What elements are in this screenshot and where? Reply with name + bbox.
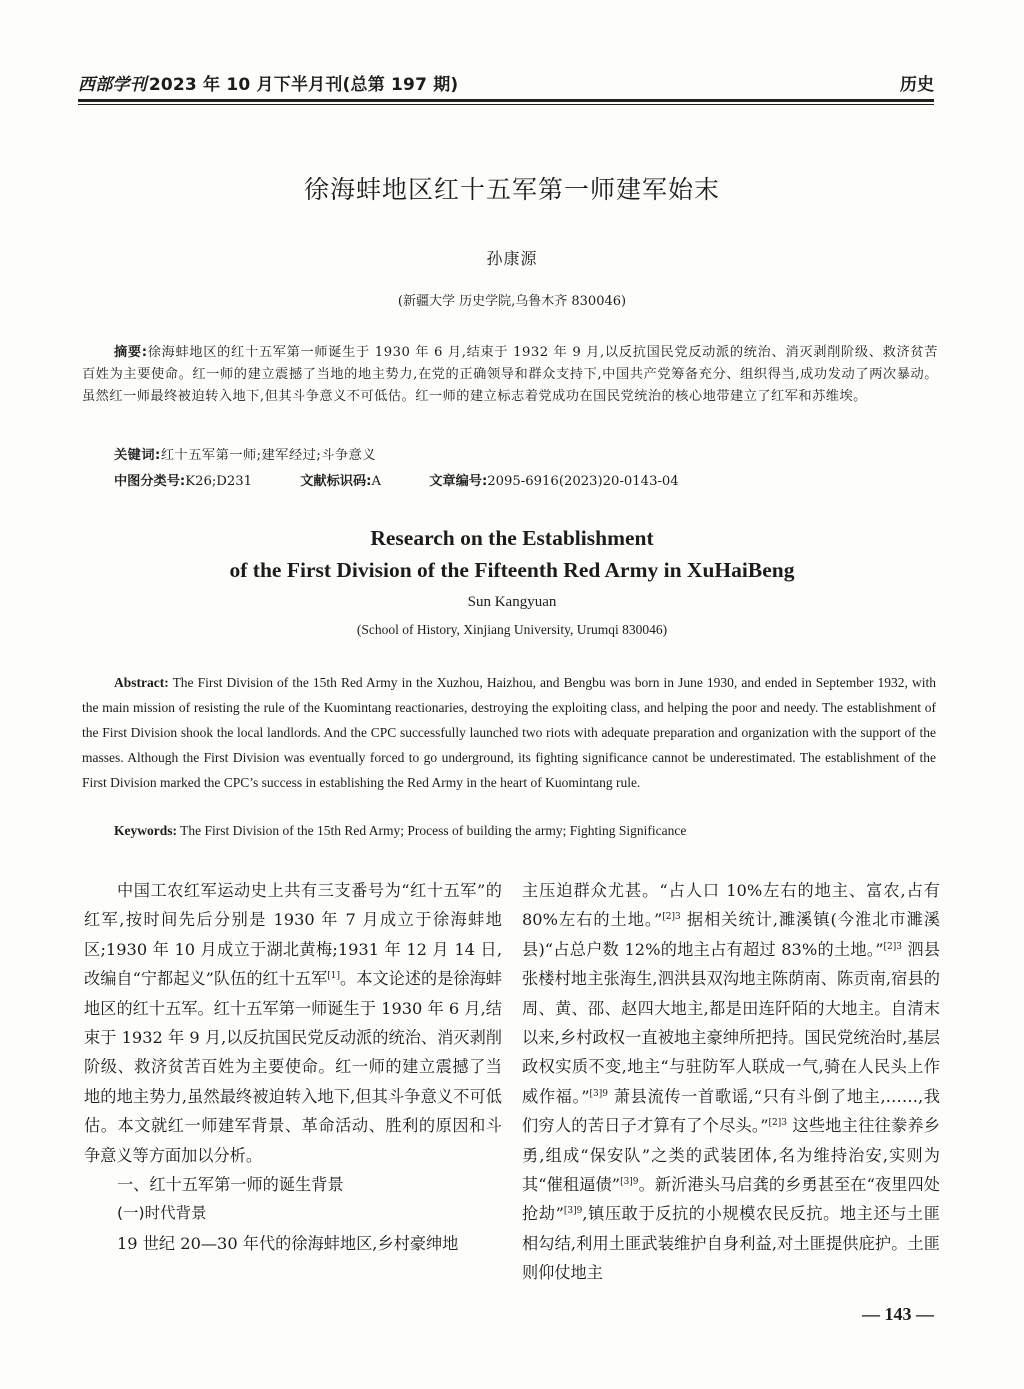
abstract-zh (82, 342, 938, 409)
abstract-zh-text: 徐海蚌地区的红十五军第一师诞生于 1930 年 6 月,结束于 1932 年 9 月,以反抗国民党反动派的统治、消灭剥削阶级、救济贫苦百姓为主要使命。红一师的建立震撼了当地的地主势力,在党的正确领导和群众支持下,中国共产党筹备充分、组织得当,成功发动了两次暴动。虽然红一师最终被迫转入地下,但其斗争意义不可低估。红一师的建立标志着党成功在国民党统治的核心地带建立了红军和苏维埃。 (82, 345, 938, 405)
text-run: 据相关统计,濉溪镇(今淮北市濉溪县)“占总户数 12%的地主占有超过 83%的土地。” (522, 910, 940, 959)
citation-ref: [2]3 (768, 1118, 788, 1129)
abstract-en-label: Abstract: (114, 675, 169, 690)
text-run: 主压迫群众尤甚。“占人口 10%左右的地主、富农,占有 80%左右的土地。” (522, 881, 940, 930)
text-run: 泗县张楼村地主张海生,泗洪县双沟地主陈荫南、陈贡南,宿县的周、黄、邵、赵四大地主,都是田连阡陌的大地主。自清末以来,乡村政权一直被地主豪绅所把持。国民党统治时,基层政权实质不变,地主“与驻防军人联成一气,骑在人民头上作威作福。” (522, 939, 940, 1106)
citation-ref: [1] (327, 971, 341, 982)
page-number: — 143 — (862, 1304, 934, 1324)
affiliation-zh: (新疆大学 历史学院,乌鲁木齐 830046) (397, 294, 627, 309)
article-title-en (0, 522, 1024, 586)
intro-text-b: 。本文论述的是徐海蚌地区的红十五军。红十五军第一师诞生于 1930 年 6 月,结束于 1932 年 9 月,以反抗国民党反动派的统治、消灭剥削阶级、救济贫苦百姓为主要使命。红一师的建立震撼了当地的地主势力,虽然最终被迫转入地下,但其斗争意义不可低估。本文就红一师建军背景、革命活动、胜利的原因和斗争意义等方面加以分析。 (84, 969, 502, 1165)
abstract-en-text: The First Division of the 15th Red Army in the Xuzhou, Haizhou, and Bengbu was born in June 1930, and ended in September 1932, with the main mission of resisting the rule of the Kuomintang reactionaries, destroying the exploiting class, and helping the poor and needy. The establishment of the First Division shook the local landlords. And the CPC successfully launched two riots with adequate preparation and organization with the support of the masses. Although the First Division was eventually forced to go underground, its fighting significance cannot be underestimated. The establishment of the First Division marked the CPC’s success in establishing the Red Army in the heart of Kuomintang rule. (82, 675, 936, 790)
text-run: ,镇压敢于反抗的小规模农民反抗。地主还与土匪相勾结,利用土匪武装维护自身利益,对土匪提供庇护。土匪则仰仗地主 (522, 1204, 940, 1283)
article-label: 文章编号: (429, 474, 488, 489)
body-column-left (84, 876, 502, 1258)
article-title-zh: 徐海蚌地区红十五军第一师建军始末 (303, 175, 720, 204)
text-run: 这些地主往往豢养乡勇,组成“保安队”之类的武装团体,名为维持治安,实则为其“催租逼债” (522, 1116, 940, 1195)
affiliation-en: (School of History, Xinjiang University, Urumqi 830046) (356, 622, 668, 637)
author-en: Sun Kangyuan (467, 594, 557, 610)
issue-info: 2023 年 10 月下半月刊(总第 197 期) (148, 75, 459, 95)
citation-ref: [3]9 (589, 1088, 609, 1099)
title-en-line2: of the First Division of the Fifteenth Red Army in XuHaiBeng (229, 558, 795, 582)
section-heading-1: 一、红十五军第一师的诞生背景 (117, 1175, 344, 1195)
doc-value: A (371, 474, 381, 489)
intro-text-a: 中国工农红军运动史上共有三支番号为“红十五军”的红军,按时间先后分别是 1930 年 7 月成立于徐海蚌地区;1930 年 10 月成立于湖北黄梅;1931 年 12 月 14 日,改编自“宁都起义”队伍的红十五军 (84, 881, 502, 989)
clc-label: 中图分类号: (114, 474, 186, 489)
journal-logo: 西部学刊 (78, 75, 147, 95)
title-en-line1: Research on the Establishment (370, 526, 654, 550)
header-rule-thin (78, 104, 934, 105)
running-header (78, 70, 934, 96)
citation-ref: [3]9 (563, 1206, 583, 1217)
keywords-en-text: The First Division of the 15th Red Army; Process of building the army; Fighting Significance (180, 823, 687, 838)
header-rule-thick (78, 99, 934, 102)
keywords-en-label: Keywords: (114, 823, 177, 838)
journal-issue (78, 70, 458, 95)
doc-label: 文献标识码: (300, 474, 372, 489)
subsection-heading-1: (一)时代背景 (117, 1204, 207, 1223)
intro-paragraph (84, 876, 502, 1170)
keywords-en (114, 823, 686, 839)
body-column-right (522, 876, 940, 1288)
background-paragraph-cont (522, 876, 940, 1288)
section-label: 历史 (900, 75, 934, 95)
abstract-en (82, 670, 936, 795)
keywords-zh (114, 444, 376, 463)
text-run: 。新沂港头马启龚的乡勇甚至在“夜里四处抢劫” (522, 1175, 940, 1224)
abstract-zh-label: 摘要: (114, 345, 148, 360)
citation-ref: [2]3 (883, 941, 902, 952)
text-run: 萧县流传一首歌谣,“只有斗倒了地主,……,我们穷人的苦日子才算有了个尽头。” (522, 1086, 940, 1136)
background-paragraph-start: 19 世纪 20—30 年代的徐海蚌地区,乡村豪绅地 (117, 1233, 459, 1253)
citation-ref: [3]9 (620, 1177, 639, 1188)
clc-value: K26;D231 (185, 474, 253, 489)
citation-ref: [2]3 (662, 912, 681, 923)
clc-number (114, 474, 252, 489)
document-code (300, 474, 381, 489)
article-number (429, 474, 679, 489)
author-zh: 孙康源 (486, 249, 538, 268)
keywords-zh-label: 关键词: (114, 448, 161, 463)
article-value: 2095-6916(2023)20-0143-04 (487, 474, 679, 489)
keywords-zh-text: 红十五军第一师;建军经过;斗争意义 (160, 448, 377, 463)
classification-line (114, 470, 679, 489)
